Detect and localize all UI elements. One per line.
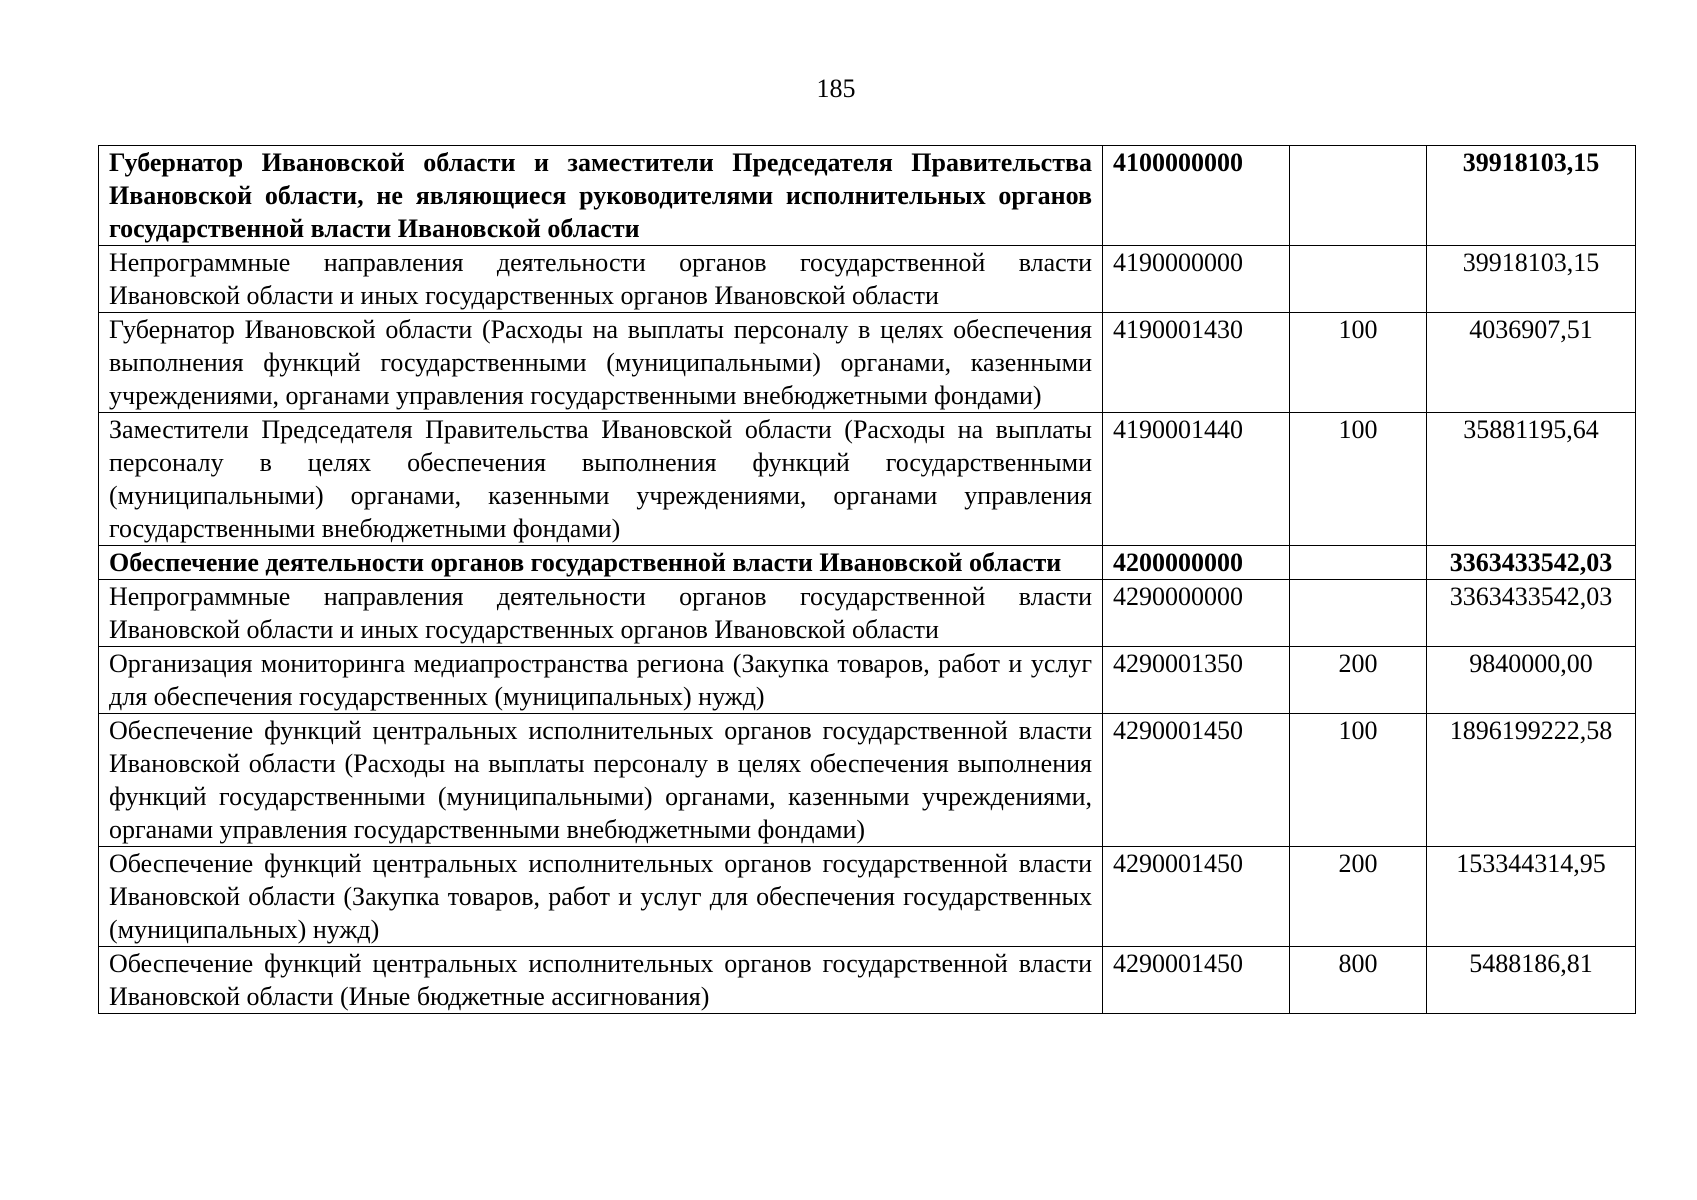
row-target-code: 4190001440 xyxy=(1103,413,1290,546)
table-row xyxy=(99,847,1636,947)
table-row xyxy=(99,714,1636,847)
row-target-code: 4200000000 xyxy=(1103,546,1290,580)
row-target-code: 4290001450 xyxy=(1103,947,1290,1014)
table-row xyxy=(99,146,1636,246)
row-name: Заместители Председателя Правительства Ивановской области (Расходы на выплаты персоналу в целях обеспечения выполнения функций государственными (муниципальными) органами, казенными учреждениями, органами управления государственными внебюджетными фондами) xyxy=(99,413,1103,546)
table-row xyxy=(99,413,1636,546)
row-target-code: 4190001430 xyxy=(1103,313,1290,413)
row-expense-type: 100 xyxy=(1290,714,1427,847)
row-expense-type xyxy=(1290,580,1427,647)
row-target-code: 4290001450 xyxy=(1103,714,1290,847)
table-row xyxy=(99,313,1636,413)
table-row xyxy=(99,947,1636,1014)
page-number: 185 xyxy=(816,74,856,103)
row-expense-type xyxy=(1290,546,1427,580)
row-amount: 3363433542,03 xyxy=(1427,546,1636,580)
row-target-code: 4290001450 xyxy=(1103,847,1290,947)
row-amount: 4036907,51 xyxy=(1427,313,1636,413)
row-amount: 39918103,15 xyxy=(1427,246,1636,313)
row-name: Обеспечение функций центральных исполнительных органов государственной власти Ивановской области (Расходы на выплаты персоналу в целях обеспечения выполнения функций государственными (муниципальными) органами, казенными учреждениями, органами управления государственными внебюджетными фондами) xyxy=(99,714,1103,847)
table-row xyxy=(99,546,1636,580)
row-amount: 1896199222,58 xyxy=(1427,714,1636,847)
row-name: Губернатор Ивановской области (Расходы на выплаты персоналу в целях обеспечения выполнения функций государственными (муниципальными) органами, казенными учреждениями, органами управления государственными внебюджетными фондами) xyxy=(99,313,1103,413)
row-amount: 5488186,81 xyxy=(1427,947,1636,1014)
row-amount: 35881195,64 xyxy=(1427,413,1636,546)
row-expense-type xyxy=(1290,246,1427,313)
row-name: Непрограммные направления деятельности органов государственной власти Ивановской области и иных государственных органов Ивановской области xyxy=(99,246,1103,313)
row-expense-type: 100 xyxy=(1290,413,1427,546)
row-expense-type: 800 xyxy=(1290,947,1427,1014)
row-name: Обеспечение функций центральных исполнительных органов государственной власти Ивановской области (Закупка товаров, работ и услуг для обеспечения государственных (муниципальных) нужд) xyxy=(99,847,1103,947)
row-name: Обеспечение функций центральных исполнительных органов государственной власти Ивановской области (Иные бюджетные ассигнования) xyxy=(99,947,1103,1014)
table-row xyxy=(99,647,1636,714)
row-amount: 9840000,00 xyxy=(1427,647,1636,714)
row-amount: 153344314,95 xyxy=(1427,847,1636,947)
table-row xyxy=(99,246,1636,313)
table-row xyxy=(99,580,1636,647)
row-name: Губернатор Ивановской области и заместители Председателя Правительства Ивановской области, не являющиеся руководителями исполнительных органов государственной власти Ивановской области xyxy=(99,146,1103,246)
row-name: Обеспечение деятельности органов государственной власти Ивановской области xyxy=(99,546,1103,580)
row-target-code: 4190000000 xyxy=(1103,246,1290,313)
row-target-code: 4290000000 xyxy=(1103,580,1290,647)
row-name: Непрограммные направления деятельности органов государственной власти Ивановской области и иных государственных органов Ивановской области xyxy=(99,580,1103,647)
row-expense-type xyxy=(1290,146,1427,246)
row-expense-type: 100 xyxy=(1290,313,1427,413)
row-target-code: 4100000000 xyxy=(1103,146,1290,246)
budget-table xyxy=(98,145,1636,1014)
row-name: Организация мониторинга медиапространства региона (Закупка товаров, работ и услуг для обеспечения государственных (муниципальных) нужд) xyxy=(99,647,1103,714)
row-amount: 3363433542,03 xyxy=(1427,580,1636,647)
row-target-code: 4290001350 xyxy=(1103,647,1290,714)
row-expense-type: 200 xyxy=(1290,847,1427,947)
row-expense-type: 200 xyxy=(1290,647,1427,714)
row-amount: 39918103,15 xyxy=(1427,146,1636,246)
